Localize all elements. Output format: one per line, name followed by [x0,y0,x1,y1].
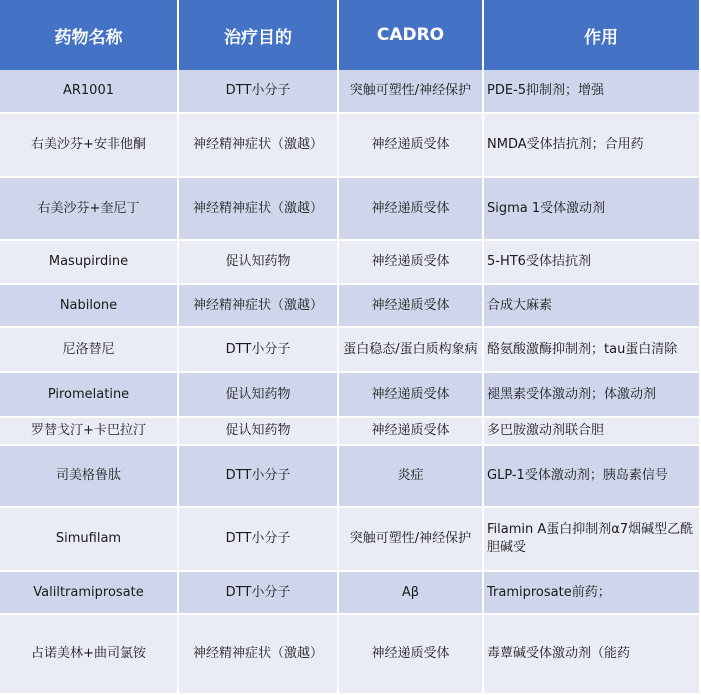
cell-effect: 合成大麻素 [483,284,700,327]
cell-purpose: 促认知药物 [178,417,338,445]
cell-cadro: 突触可塑性/神经保护 [338,507,483,571]
cell-cadro: 神经递质受体 [338,240,483,284]
cell-drug-name: 右美沙芬+安非他酮 [0,113,178,177]
cell-drug-name: 罗替戈汀+卡巴拉汀 [0,417,178,445]
table-row [0,571,700,614]
cell-drug-name: 尼洛替尼 [0,327,178,372]
cell-drug-name: AR1001 [0,70,178,113]
table-row [0,507,700,571]
cell-effect: 酪氨酸激酶抑制剂；tau蛋白清除 [483,327,700,372]
table-body [0,70,700,694]
cell-cadro: 突触可塑性/神经保护 [338,70,483,113]
cell-purpose: DTT小分子 [178,327,338,372]
cell-purpose: 促认知药物 [178,240,338,284]
cell-cadro: 神经递质受体 [338,614,483,694]
header-purpose: 治疗目的 [178,0,338,70]
table-row [0,417,700,445]
cell-cadro: 神经递质受体 [338,113,483,177]
cell-effect: PDE-5抑制剂；增强 [483,70,700,113]
cell-drug-name: 司美格鲁肽 [0,445,178,507]
cell-drug-name: 右美沙芬+奎尼丁 [0,177,178,240]
cell-purpose: 神经精神症状（激越） [178,113,338,177]
cell-effect: NMDA受体拮抗剂；合用药 [483,113,700,177]
cell-effect: Sigma 1受体激动剂 [483,177,700,240]
cell-drug-name: Masupirdine [0,240,178,284]
header-effect: 作用 [483,0,700,70]
cell-effect: 多巴胺激动剂联合胆 [483,417,700,445]
header-drug-name: 药物名称 [0,0,178,70]
cell-purpose: 神经精神症状（激越） [178,177,338,240]
cell-purpose: 神经精神症状（激越） [178,284,338,327]
header-row [0,0,700,70]
table-row [0,113,700,177]
cell-drug-name: Piromelatine [0,372,178,417]
cell-cadro: 神经递质受体 [338,417,483,445]
table-row [0,372,700,417]
cell-drug-name: 占诺美林+曲司氯铵 [0,614,178,694]
cell-cadro: 蛋白稳态/蛋白质构象病 [338,327,483,372]
table-row [0,327,700,372]
cell-cadro: 炎症 [338,445,483,507]
cell-effect: 5-HT6受体拮抗剂 [483,240,700,284]
table-row [0,177,700,240]
table-row [0,614,700,694]
cell-cadro: 神经递质受体 [338,284,483,327]
cell-purpose: DTT小分子 [178,70,338,113]
table-row [0,284,700,327]
cell-purpose: DTT小分子 [178,445,338,507]
cell-effect: 褪黑素受体激动剂；体激动剂 [483,372,700,417]
cell-drug-name: Valiltramiprosate [0,571,178,614]
cell-purpose: 促认知药物 [178,372,338,417]
cell-cadro: 神经递质受体 [338,177,483,240]
header-cadro: CADRO [338,0,483,70]
cell-purpose: DTT小分子 [178,571,338,614]
cell-effect: 毒蕈碱受体激动剂（能药 [483,614,700,694]
table-row [0,240,700,284]
table-row [0,70,700,113]
cell-cadro: 神经递质受体 [338,372,483,417]
cell-purpose: 神经精神症状（激越） [178,614,338,694]
cell-drug-name: Simufilam [0,507,178,571]
cell-effect: Tramiprosate前药； [483,571,700,614]
table-row [0,445,700,507]
cell-effect: GLP-1受体激动剂；胰岛素信号 [483,445,700,507]
cell-purpose: DTT小分子 [178,507,338,571]
cell-effect: Filamin A蛋白抑制剂α7烟碱型乙酰胆碱受 [483,507,700,571]
cell-drug-name: Nabilone [0,284,178,327]
cell-cadro: Aβ [338,571,483,614]
